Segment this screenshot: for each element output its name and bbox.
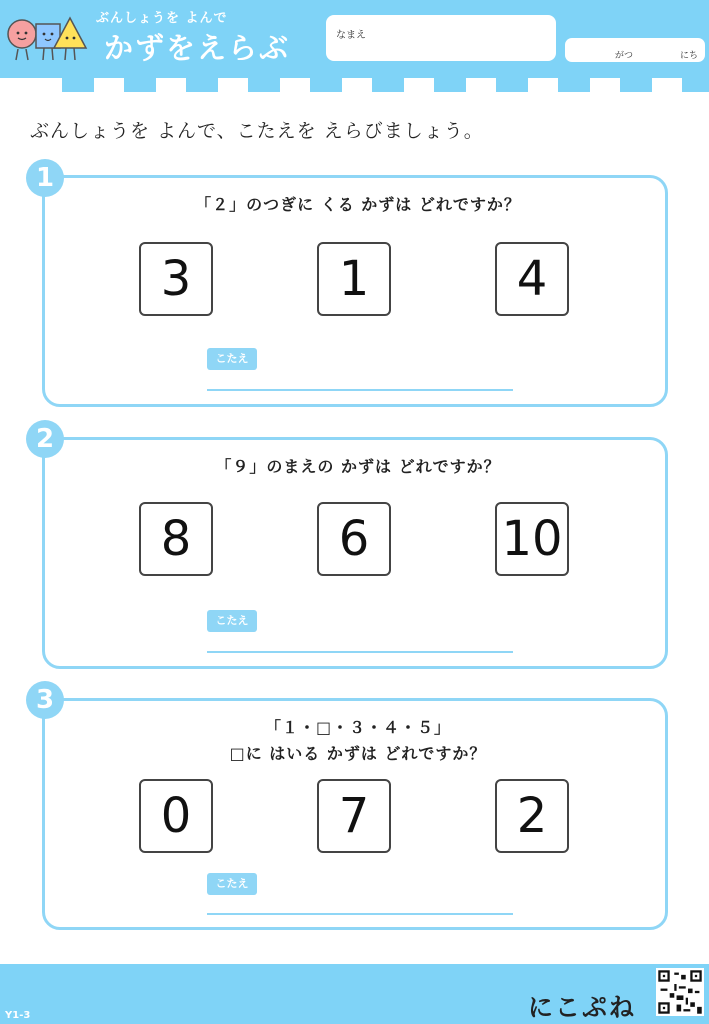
instruction-text: ぶんしょうを よんで、こたえを えらびましょう。 — [30, 120, 484, 142]
day-label: にち — [680, 51, 699, 61]
question-card-2 — [42, 437, 668, 669]
header-battlement — [682, 78, 709, 92]
answer-label-badge: こたえ — [207, 348, 257, 370]
worksheet-subtitle: ぶんしょうを よんで — [96, 11, 228, 26]
worksheet-code: Y1-3 — [5, 1010, 31, 1021]
question-number-badge: 1 — [26, 159, 64, 197]
name-label: なまえ — [336, 30, 366, 41]
header-battlement — [62, 78, 94, 92]
question-text-line2: □に はいる かずは どれですか？ — [229, 744, 487, 763]
question-number-badge: 2 — [26, 420, 64, 458]
choice-box[interactable]: 6 — [317, 502, 391, 576]
choice-box[interactable]: 0 — [139, 779, 213, 853]
choice-box[interactable]: 8 — [139, 502, 213, 576]
header-battlement — [558, 78, 590, 92]
month-label: がつ — [615, 51, 634, 61]
choice-box[interactable]: 10 — [495, 502, 569, 576]
worksheet-title: かずをえらぶ — [104, 31, 291, 65]
choice-box[interactable]: 4 — [495, 242, 569, 316]
shapes-mascot-icon — [4, 8, 88, 64]
question-text: 「９」のまえの かずは どれですか？ — [215, 457, 501, 476]
question-card-1 — [42, 175, 668, 407]
question-card-3 — [42, 698, 668, 930]
answer-line[interactable] — [207, 651, 513, 653]
choice-box[interactable]: 3 — [139, 242, 213, 316]
date-field[interactable] — [565, 38, 705, 62]
answer-line[interactable] — [207, 913, 513, 915]
choice-box[interactable]: 7 — [317, 779, 391, 853]
header-battlement — [310, 78, 342, 92]
choice-box[interactable]: 1 — [317, 242, 391, 316]
question-text-line1: 「１・□・３・４・５」 — [264, 718, 452, 737]
header-battlement — [620, 78, 652, 92]
header-battlement — [434, 78, 466, 92]
name-field[interactable] — [326, 15, 556, 61]
answer-label-badge: こたえ — [207, 873, 257, 895]
question-number-badge: 3 — [26, 681, 64, 719]
qr-code-icon[interactable] — [656, 968, 704, 1016]
header-battlement — [248, 78, 280, 92]
choice-box[interactable]: 2 — [495, 779, 569, 853]
question-text: 「２」のつぎに くる かずは どれですか？ — [195, 195, 521, 214]
answer-line[interactable] — [207, 389, 513, 391]
brand-logo: にこぷね — [528, 993, 637, 1022]
worksheet-header — [0, 0, 709, 95]
header-battlement — [186, 78, 218, 92]
worksheet-footer — [0, 964, 709, 1024]
answer-label-badge: こたえ — [207, 610, 257, 632]
header-battlement — [124, 78, 156, 92]
header-battlement — [372, 78, 404, 92]
header-battlement — [496, 78, 528, 92]
